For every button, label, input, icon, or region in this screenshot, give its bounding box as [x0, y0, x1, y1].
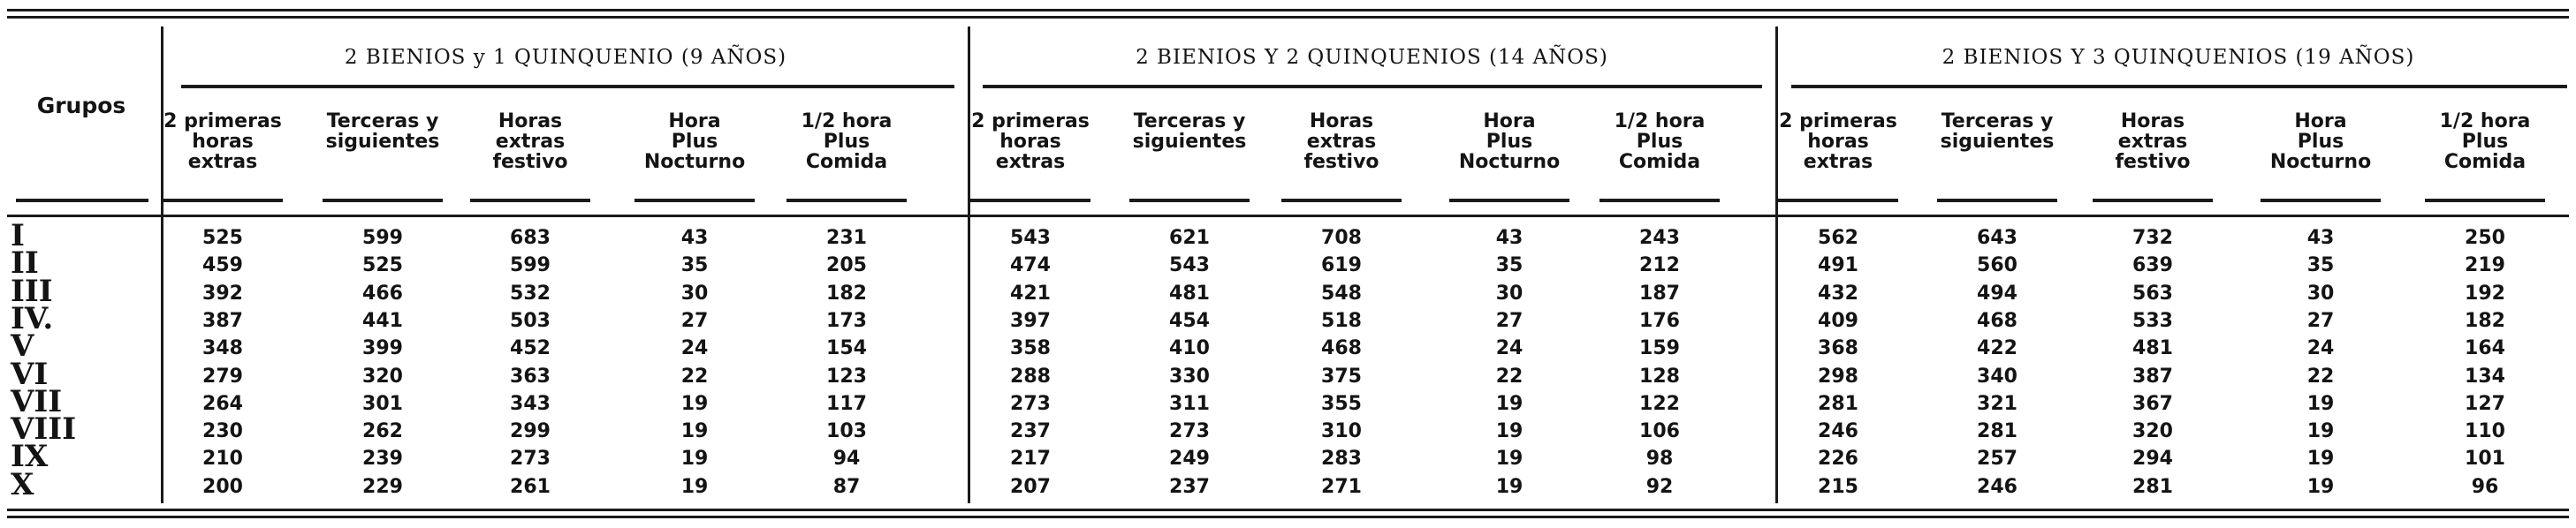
table-cell: 134 — [2465, 365, 2505, 388]
table-cell: 27 — [680, 309, 709, 332]
column-header-line: 2 primeras — [971, 110, 1090, 132]
group-label: IV. — [11, 300, 54, 336]
bottom-rule-lower — [7, 516, 2569, 518]
column-header-line: Plus — [2461, 131, 2509, 153]
table-cell: 30 — [1495, 282, 1524, 305]
table-cell: 103 — [826, 420, 867, 443]
table-cell: 22 — [2306, 365, 2335, 388]
column-header-underline — [470, 199, 590, 202]
table-cell: 422 — [1977, 337, 2017, 360]
table-cell: 358 — [1010, 337, 1051, 360]
table-cell: 19 — [2306, 392, 2335, 415]
column-header-line: Terceras y — [326, 110, 439, 132]
table-cell: 343 — [510, 392, 551, 415]
table-cell: 281 — [1977, 420, 2017, 443]
column-header-2-1 — [960, 111, 1101, 172]
table-cell: 321 — [1977, 392, 2017, 415]
column-header-line: Horas — [498, 110, 563, 132]
column-header-line: Terceras y — [1941, 110, 2054, 132]
table-cell: 217 — [1010, 448, 1051, 471]
table-cell: 19 — [680, 420, 709, 443]
table-cell: 299 — [510, 420, 551, 443]
table-cell: 250 — [2465, 227, 2505, 249]
table-cell: 562 — [1818, 227, 1858, 249]
column-header-2-2 — [1119, 111, 1260, 152]
table-cell: 246 — [1977, 475, 2017, 498]
table-cell: 262 — [362, 420, 403, 443]
column-header-line: 2 primeras — [1779, 110, 1897, 132]
column-header-1-4 — [624, 111, 765, 172]
table-cell: 210 — [202, 448, 243, 471]
table-cell: 543 — [1169, 254, 1210, 277]
column-header-1-2 — [312, 111, 453, 152]
band-header-9-years: 2 BIENIOS y 1 QUINQUENIO (9 AÑOS) — [344, 46, 787, 69]
table-cell: 503 — [510, 309, 551, 332]
column-header-3-3 — [2082, 111, 2223, 172]
table-cell: 468 — [1321, 337, 1362, 360]
table-cell: 182 — [2465, 309, 2505, 332]
column-header-line: Plus — [1636, 131, 1683, 153]
table-cell: 320 — [2132, 420, 2173, 443]
column-header-2-5 — [1589, 111, 1730, 172]
table-cell: 94 — [832, 448, 861, 471]
table-cell: 466 — [362, 282, 403, 305]
table-cell: 481 — [1169, 282, 1210, 305]
table-cell: 24 — [1495, 337, 1524, 360]
band-header-19-years: 2 BIENIOS Y 3 QUINQUENIOS (19 AÑOS) — [1941, 46, 2415, 69]
table-cell: 409 — [1818, 309, 1858, 332]
column-header-line: Terceras y — [1133, 110, 1246, 132]
table-cell: 200 — [202, 475, 243, 498]
table-cell: 219 — [2465, 254, 2505, 277]
column-header-line: siguientes — [325, 131, 440, 153]
table-cell: 683 — [510, 227, 551, 249]
column-header-line: extras — [495, 131, 566, 153]
group-label: VIII — [11, 411, 77, 448]
table-cell: 43 — [2306, 227, 2335, 249]
table-cell: 273 — [1010, 392, 1051, 415]
header-bottom-rule — [7, 215, 2569, 217]
column-header-line: Nocturno — [643, 151, 746, 173]
column-header-line: horas — [192, 131, 254, 153]
column-header-1-1 — [152, 111, 293, 172]
table-cell: 468 — [1977, 309, 2017, 332]
table-cell: 525 — [202, 227, 243, 249]
column-header-underline — [1449, 199, 1569, 202]
table-cell: 298 — [1818, 365, 1858, 388]
column-header-line: extras — [1803, 151, 1873, 173]
table-cell: 192 — [2465, 282, 2505, 305]
table-cell: 226 — [1818, 448, 1858, 471]
column-header-underline — [2261, 199, 2381, 202]
band-underline-19-years — [1791, 85, 2567, 88]
column-header-underline — [786, 199, 907, 202]
table-cell: 279 — [202, 365, 243, 388]
column-header-line: Comida — [2443, 151, 2527, 173]
table-cell: 19 — [2306, 448, 2335, 471]
table-cell: 643 — [1977, 227, 2017, 249]
table-cell: 340 — [1977, 365, 2017, 388]
table-cell: 330 — [1169, 365, 1210, 388]
table-cell: 27 — [1495, 309, 1524, 332]
column-header-line: Comida — [805, 151, 888, 173]
table-cell: 639 — [2132, 254, 2173, 277]
groups-underline — [16, 199, 148, 202]
column-header-underline — [323, 199, 443, 202]
table-cell: 599 — [362, 227, 403, 249]
table-cell: 87 — [832, 475, 861, 498]
column-header-line: extras — [995, 151, 1066, 173]
table-cell: 474 — [1010, 254, 1051, 277]
column-header-line: festivo — [492, 151, 568, 173]
column-header-line: horas — [1807, 131, 1869, 153]
table-cell: 548 — [1321, 282, 1362, 305]
table-cell: 19 — [680, 448, 709, 471]
table-cell: 43 — [1495, 227, 1524, 249]
column-header-line: siguientes — [1132, 131, 1247, 153]
table-cell: 164 — [2465, 337, 2505, 360]
band-underline-9-years — [181, 85, 954, 88]
table-cell: 348 — [202, 337, 243, 360]
column-header-line: Comida — [1618, 151, 1701, 173]
table-cell: 96 — [2471, 475, 2499, 498]
table-cell: 101 — [2465, 448, 2505, 471]
table-cell: 310 — [1321, 420, 1362, 443]
table-cell: 708 — [1321, 227, 1362, 249]
table-cell: 421 — [1010, 282, 1051, 305]
table-cell: 525 — [362, 254, 403, 277]
table-cell: 621 — [1169, 227, 1210, 249]
table-cell: 283 — [1321, 448, 1362, 471]
column-header-3-5 — [2414, 111, 2556, 172]
table-cell: 35 — [1495, 254, 1524, 277]
table-cell: 154 — [826, 337, 867, 360]
table-cell: 301 — [362, 392, 403, 415]
table-cell: 410 — [1169, 337, 1210, 360]
table-cell: 281 — [1818, 392, 1858, 415]
table-cell: 375 — [1321, 365, 1362, 388]
table-cell: 368 — [1818, 337, 1858, 360]
band-underline-14-years — [983, 85, 1762, 88]
table-cell: 452 — [510, 337, 551, 360]
table-cell: 187 — [1639, 282, 1680, 305]
column-header-line: 1/2 hora — [2439, 110, 2531, 132]
separator-band-1-2 — [968, 26, 970, 503]
table-cell: 106 — [1639, 420, 1680, 443]
group-label: X — [11, 466, 34, 502]
groups-header: Grupos — [36, 93, 126, 118]
table-cell: 387 — [202, 309, 243, 332]
separator-band-2-3 — [1775, 26, 1778, 503]
column-header-3-4 — [2250, 111, 2391, 172]
column-header-underline — [2425, 199, 2545, 202]
table-cell: 123 — [826, 365, 867, 388]
top-double-rule-outer — [7, 9, 2569, 11]
column-header-line: Horas — [2120, 110, 2185, 132]
group-label: IX — [11, 439, 49, 475]
table-cell: 19 — [1495, 392, 1524, 415]
column-header-line: Plus — [671, 131, 718, 153]
table-cell: 19 — [2306, 475, 2335, 498]
table-cell: 563 — [2132, 282, 2173, 305]
group-label: VI — [11, 356, 49, 392]
table-cell: 207 — [1010, 475, 1051, 498]
column-header-line: Horas — [1309, 110, 1374, 132]
table-cell: 22 — [680, 365, 709, 388]
table-cell: 30 — [2306, 282, 2335, 305]
table-cell: 215 — [1818, 475, 1858, 498]
table-cell: 320 — [362, 365, 403, 388]
table-cell: 19 — [1495, 420, 1524, 443]
table-cell: 387 — [2132, 365, 2173, 388]
table-cell: 273 — [1169, 420, 1210, 443]
band-header-14-years: 2 BIENIOS Y 2 QUINQUENIOS (14 AÑOS) — [1136, 46, 1608, 69]
table-cell: 35 — [680, 254, 709, 277]
table-cell: 205 — [826, 254, 867, 277]
column-header-line: extras — [2117, 131, 2188, 153]
column-header-line: Hora — [1483, 110, 1536, 132]
table-cell: 19 — [1495, 448, 1524, 471]
column-header-line: Nocturno — [2269, 151, 2372, 173]
table-cell: 367 — [2132, 392, 2173, 415]
table-cell: 543 — [1010, 227, 1051, 249]
column-header-underline — [1937, 199, 2057, 202]
top-double-rule-inner — [7, 16, 2569, 19]
table-cell: 43 — [680, 227, 709, 249]
table-cell: 261 — [510, 475, 551, 498]
table-cell: 392 — [202, 282, 243, 305]
table-cell: 454 — [1169, 309, 1210, 332]
table-cell: 397 — [1010, 309, 1051, 332]
table-cell: 599 — [510, 254, 551, 277]
table-cell: 560 — [1977, 254, 2017, 277]
table-cell: 182 — [826, 282, 867, 305]
column-header-underline — [1281, 199, 1402, 202]
table-cell: 619 — [1321, 254, 1362, 277]
table-cell: 491 — [1818, 254, 1858, 277]
group-label: V — [11, 328, 34, 365]
table-cell: 30 — [680, 282, 709, 305]
bottom-rule-upper — [7, 509, 2569, 511]
table-cell: 441 — [362, 309, 403, 332]
column-header-3-2 — [1926, 111, 2068, 152]
table-cell: 239 — [362, 448, 403, 471]
table-cell: 98 — [1645, 448, 1674, 471]
table-cell: 19 — [680, 475, 709, 498]
table-cell: 432 — [1818, 282, 1858, 305]
column-header-2-3 — [1271, 111, 1412, 172]
column-header-line: horas — [999, 131, 1061, 153]
table-cell: 127 — [2465, 392, 2505, 415]
table-cell: 311 — [1169, 392, 1210, 415]
table-cell: 237 — [1010, 420, 1051, 443]
table-cell: 27 — [2306, 309, 2335, 332]
column-header-underline — [635, 199, 755, 202]
table-cell: 532 — [510, 282, 551, 305]
column-header-underline — [1778, 199, 1898, 202]
group-label: II — [11, 245, 39, 282]
column-header-underline — [1600, 199, 1720, 202]
table-cell: 35 — [2306, 254, 2335, 277]
column-header-1-5 — [776, 111, 917, 172]
column-header-line: festivo — [2115, 151, 2191, 173]
table-cell: 363 — [510, 365, 551, 388]
column-header-2-4 — [1439, 111, 1580, 172]
column-header-line: 2 primeras — [163, 110, 282, 132]
column-header-line: Plus — [1486, 131, 1533, 153]
column-header-line: extras — [187, 151, 258, 173]
column-header-1-3 — [460, 111, 601, 172]
column-header-underline — [970, 199, 1090, 202]
table-cell: 249 — [1169, 448, 1210, 471]
table-cell: 19 — [680, 392, 709, 415]
column-header-line: Hora — [2294, 110, 2347, 132]
column-header-line: Nocturno — [1458, 151, 1561, 173]
group-label: III — [11, 273, 53, 309]
table-cell: 459 — [202, 254, 243, 277]
table-cell: 159 — [1639, 337, 1680, 360]
table-cell: 237 — [1169, 475, 1210, 498]
table-cell: 231 — [826, 227, 867, 249]
table-cell: 22 — [1495, 365, 1524, 388]
column-header-line: siguientes — [1940, 131, 2055, 153]
column-header-line: 1/2 hora — [801, 110, 893, 132]
table-cell: 24 — [680, 337, 709, 360]
column-header-line: Plus — [2297, 131, 2344, 153]
table-cell: 399 — [362, 337, 403, 360]
table-cell: 288 — [1010, 365, 1051, 388]
table-cell: 271 — [1321, 475, 1362, 498]
table-cell: 173 — [826, 309, 867, 332]
table-cell: 229 — [362, 475, 403, 498]
table-cell: 264 — [202, 392, 243, 415]
separator-groups — [161, 26, 163, 503]
column-header-line: Hora — [668, 110, 721, 132]
column-header-line: Plus — [823, 131, 870, 153]
table-cell: 294 — [2132, 448, 2173, 471]
table-cell: 24 — [2306, 337, 2335, 360]
table-cell: 230 — [202, 420, 243, 443]
table-cell: 176 — [1639, 309, 1680, 332]
table-cell: 481 — [2132, 337, 2173, 360]
table-cell: 246 — [1818, 420, 1858, 443]
table-cell: 732 — [2132, 227, 2173, 249]
group-label: VII — [11, 383, 63, 419]
table-cell: 212 — [1639, 254, 1680, 277]
table-cell: 257 — [1977, 448, 2017, 471]
table-cell: 494 — [1977, 282, 2017, 305]
table-cell: 117 — [826, 392, 867, 415]
table-cell: 355 — [1321, 392, 1362, 415]
table-cell: 122 — [1639, 392, 1680, 415]
column-header-line: 1/2 hora — [1614, 110, 1706, 132]
table-cell: 273 — [510, 448, 551, 471]
table-cell: 19 — [2306, 420, 2335, 443]
column-header-underline — [1129, 199, 1250, 202]
table-cell: 19 — [1495, 475, 1524, 498]
table-cell: 243 — [1639, 227, 1680, 249]
column-header-line: festivo — [1303, 151, 1379, 173]
table-cell: 128 — [1639, 365, 1680, 388]
table-cell: 92 — [1645, 475, 1674, 498]
column-header-underline — [163, 199, 283, 202]
group-label: I — [11, 218, 25, 253]
table-cell: 281 — [2132, 475, 2173, 498]
table-cell: 110 — [2465, 420, 2505, 443]
column-header-underline — [2093, 199, 2213, 202]
table-cell: 518 — [1321, 309, 1362, 332]
table-cell: 533 — [2132, 309, 2173, 332]
column-header-3-1 — [1767, 111, 1909, 172]
column-header-line: extras — [1306, 131, 1377, 153]
